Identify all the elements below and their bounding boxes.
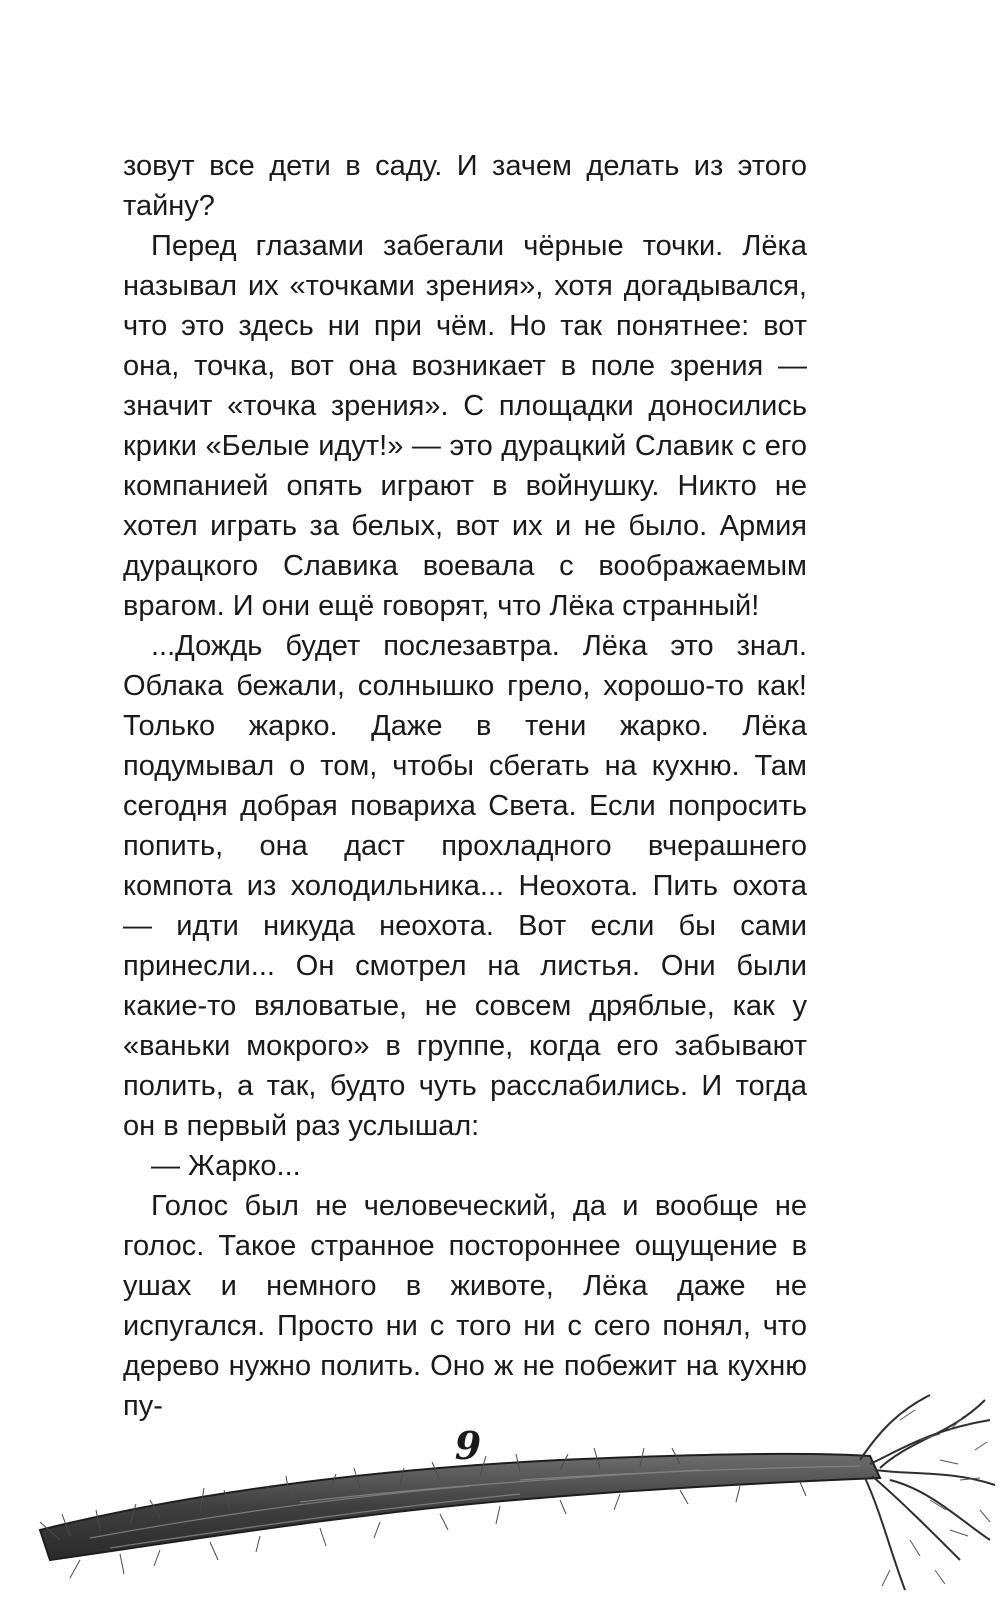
page-number: 9: [454, 1423, 482, 1468]
paragraph-1: зовут все дети в саду. И зачем делать из этого тайну?: [123, 150, 807, 222]
body-text: [123, 146, 807, 1426]
tree-branch-illustration: [0, 1390, 1000, 1615]
paragraph-5: Голос был не человеческий, да и вообще не голос. Такое странное постороннее ощущение в ушах и немного в животе, Лёка даже не испугался. Просто ни с того ни с сего понял, что дерево нужно полить. Оно ж не побежит на кухню пу-: [123, 1190, 807, 1422]
paragraph-3: ...Дождь будет послезавтра. Лёка это знал. Облака бежали, солнышко грело, хорошо-то как! Только жарко. Даже в тени жарко. Лёка подумывал о том, чтобы сбегать на кухню. Там сегодня добрая повариха Света. Если попросить попить, она даст прохладного вчерашнего компота из холодильника... Неохота. Пить охота — идти никуда неохота. Вот если бы сами принесли... Он смотрел на листья. Они были какие-то вяловатые, не совсем дряблые, как у «ваньки мокрого» в группе, когда его забывают полить, а так, будто чуть расслабились. И тогда он в первый раз услышал:: [123, 630, 807, 1142]
paragraph-2: Перед глазами забегали чёрные точки. Лёка называл их «точками зрения», хотя догадывался, что это здесь ни при чём. Но так понятнее: вот она, точка, вот она возникает в поле зрения — значит «точка зрения». С площадки доносились крики «Белые идут!» — это дурацкий Славик с его компанией опять играют в войнушку. Никто не хотел играть за белых, вот их и не было. Армия дурацкого Славика воевала с воображаемым врагом. И они ещё говорят, что Лёка странный!: [123, 230, 807, 622]
paragraph-4: — Жарко...: [151, 1150, 301, 1182]
